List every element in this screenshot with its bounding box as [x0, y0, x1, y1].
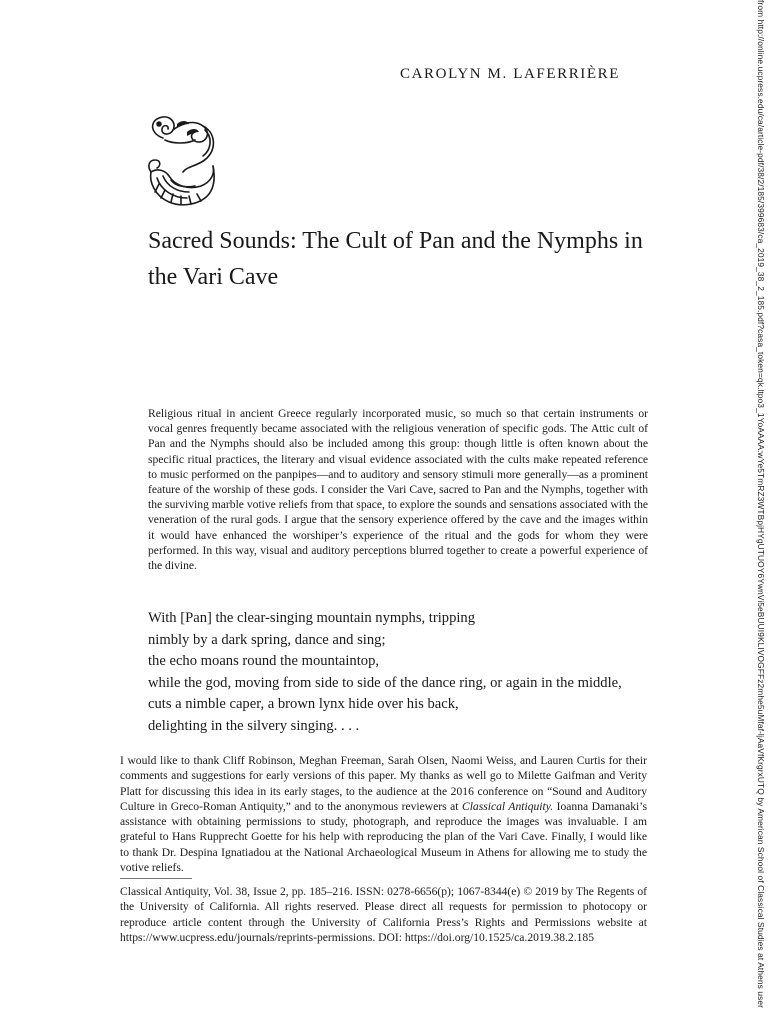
article-title: Sacred Sounds: The Cult of Pan and the Nymphs in the Vari Cave: [148, 228, 643, 290]
abstract: Religious ritual in ancient Greece regularly incorporated music, so much so that certain instruments or vocal genres frequently became associated with the religious veneration of specific gods. The Attic cult of Pan and the Nymphs should also be included among this group: though little is often known about the specific ritual practices, the literary and visual evidence associated with the cults make repeated reference to music performed on the panpipes—and to auditory and sensory stimuli more generally—as a prominent feature of the worship of these gods. I consider the Vari Cave, sacred to Pan and the Nymphs, together with the surviving marble votive reliefs from that space, to explore the sounds and sensations associated with the veneration of the rural gods. I argue that the sensory experience offered by the cave and the images within it would have enhanced the worshiper’s experience of the ritual and the gods for whom they were performed. In this way, visual and auditory perceptions blurred together to create a powerful experience of the divine.: [148, 407, 649, 573]
footnote-divider: [120, 878, 192, 879]
acknowledgments-text-continued: Ioanna Damanaki’s assistance with obtaining permissions to study, photograph, and reproduce the images was invaluable. I am grateful to Hans Rupprecht Goette for his help with reproducing the plan of the Vari Cave. Finally, I would like to thank Dr. Despina Ignatiadou at the National Archaeological Museum in Athens for allowing me to study the votive reliefs.: [120, 799, 647, 875]
verse-line: With [Pan] the clear-singing mountain nymphs, tripping: [148, 610, 476, 626]
download-watermark-text: from http://online.ucpress.edu/ca/article-pdf/38/2/185/399683/ca_2019_38_2_185.pdf?casa_token=qk.ltpo3_1YoAAAA:wYe5TmRZ3WTBpjHYgUTUOY6YwnVi5eBUUI9KLIVOGFFz2mhe5uMfaf-ljAaVfKrgrxUTQ by American School of Classical Studies at Athens user: [756, 0, 766, 1009]
epigraph-verse: [148, 608, 638, 738]
decorative-swan-ornament-icon: [143, 110, 221, 210]
verse-line: delighting in the silvery singing. . . .: [148, 717, 360, 734]
verse-line: cuts a nimble caper, a brown lynx hide over his back,: [148, 696, 459, 713]
publication-citation: Classical Antiquity, Vol. 38, Issue 2, pp. 185–216. ISSN: 0278-6656(p); 1067-8344(e) © 2019 by The Regents of the University of California. All rights reserved. Please direct all requests for permission to photocopy or reproduce article content through the University of California Press’s Rights and Permissions website at https://www.ucpress.edu/journals/reprints-permissions. DOI: https://doi.org/10.1525/ca.2019.38.2.185: [120, 885, 647, 944]
acknowledgments-note: [120, 753, 647, 875]
download-watermark: [753, 0, 767, 1024]
verse-line: while the god, moving from side to side of the dance ring, or again in the middle,: [148, 674, 622, 691]
verse-line: the echo moans round the mountaintop,: [148, 653, 380, 670]
running-header-author: CAROLYN M. LAFERRIÈRE: [400, 66, 621, 82]
journal-name-italic: Classical Antiquity.: [461, 799, 554, 813]
acknowledgments-text: I would like to thank Cliff Robinson, Meghan Freeman, Sarah Olsen, Naomi Weiss, and Lauren Curtis for their comments and suggestions for early versions of this paper. My thanks as well go to Milette Gaifman and Verity Platt for discussing this idea in its early stages, to the audience at the 2016 conference on “Sound and Auditory Culture in Greco-Roman Antiquity,” and to the anonymous reviewers at: [120, 754, 647, 813]
verse-line: nimbly by a dark spring, dance and sing;: [148, 631, 386, 648]
